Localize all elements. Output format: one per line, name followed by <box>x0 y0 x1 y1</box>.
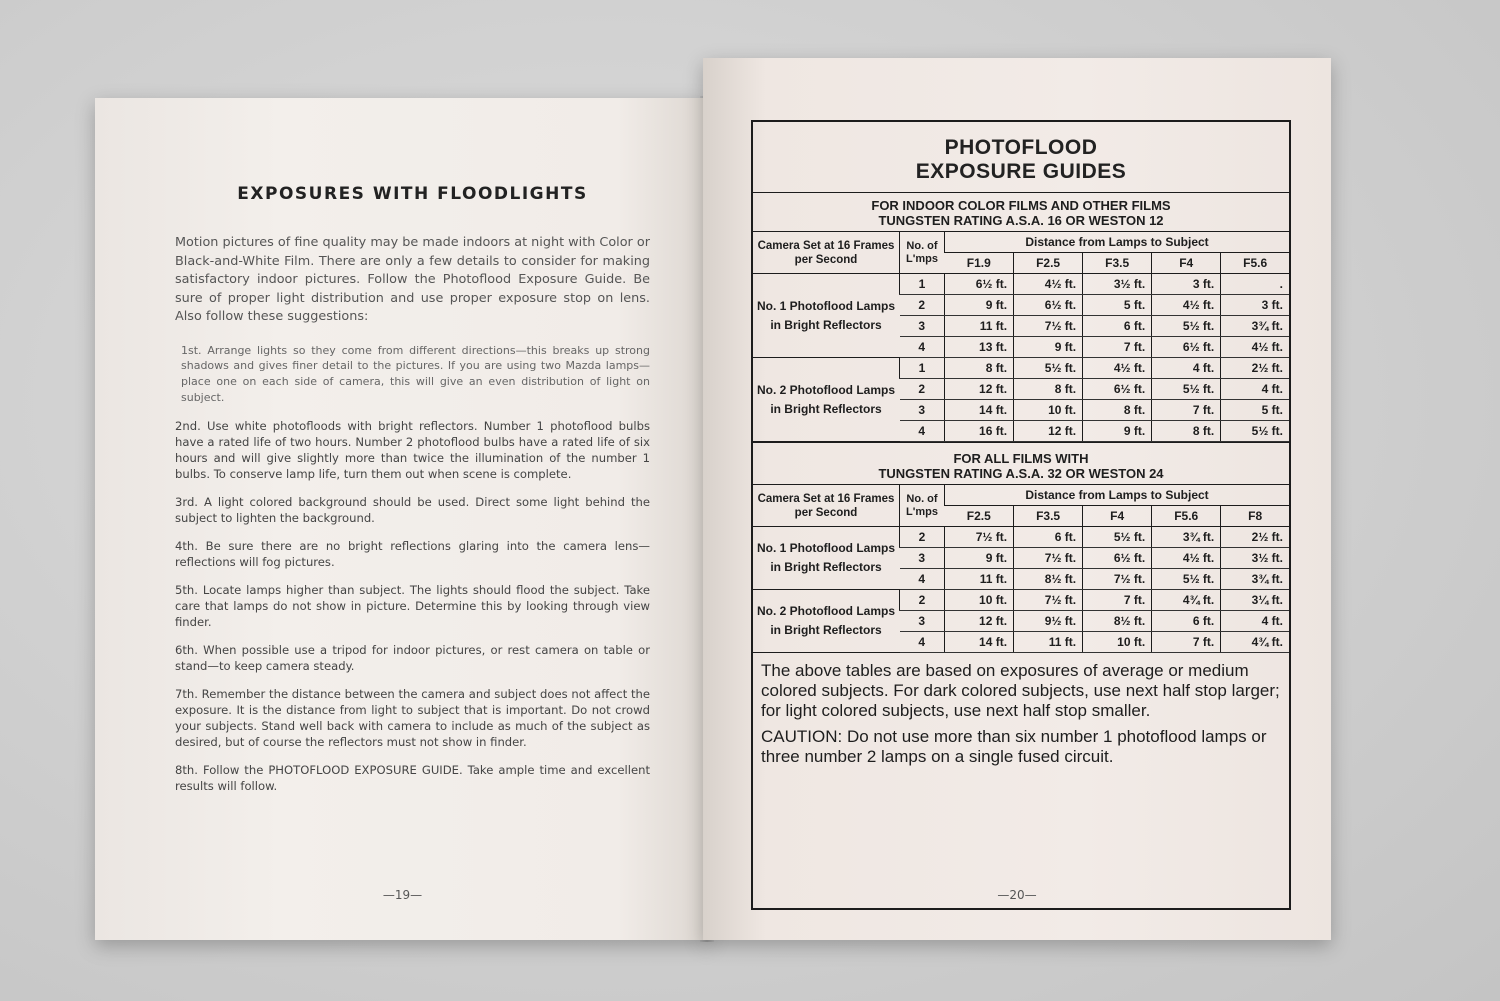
lamp-count: 4 <box>900 569 945 590</box>
distance-value: 5 ft. <box>1083 295 1152 316</box>
distance-value: 3½ ft. <box>1083 274 1152 295</box>
lamp-count: 2 <box>900 295 945 316</box>
distance-value: 4½ ft. <box>1152 295 1221 316</box>
guide-title-line2: EXPOSURE GUIDES <box>915 160 1127 183</box>
distance-value: 8 ft. <box>1152 421 1221 442</box>
distance-value: 9 ft. <box>1083 421 1152 442</box>
distance-value: 10 ft. <box>1083 632 1152 653</box>
distance-value: 9 ft. <box>945 548 1014 569</box>
f-stop-header: F8 <box>1221 506 1289 527</box>
distance-header: Distance from Lamps to Subject <box>945 232 1290 253</box>
guide-frame <box>751 120 1291 910</box>
distance-value: 5½ ft. <box>1083 527 1152 548</box>
distance-value: 8 ft. <box>1014 379 1083 400</box>
lamp-count: 3 <box>900 316 945 337</box>
distance-value: 6½ ft. <box>1014 295 1083 316</box>
table1-heading-line2: TUNGSTEN RATING A.S.A. 16 OR WESTON 12 <box>878 213 1164 228</box>
table-row <box>753 358 1289 379</box>
exposure-table-2 <box>753 484 1289 653</box>
lamp-count: 4 <box>900 421 945 442</box>
camera-header: Camera Set at 16 Frames per Second <box>753 485 900 527</box>
exposure-table-1 <box>753 231 1289 442</box>
distance-value: 2½ ft. <box>1221 358 1289 379</box>
distance-value: 7 ft. <box>1083 590 1152 611</box>
lamp-count: 3 <box>900 548 945 569</box>
f-stop-header: F3.5 <box>1014 506 1083 527</box>
table1-heading-line1: FOR INDOOR COLOR FILMS AND OTHER FILMS <box>871 198 1171 213</box>
lamp-count: 2 <box>900 590 945 611</box>
caution-note: CAUTION: Do not use more than six number 1 photoflood lamps or three number 2 lamps on a single fused circuit. <box>761 727 1267 766</box>
intro-paragraph: Motion pictures of fine quality may be made indoors at night with Color or Black-and-White Film. There are only a few details to consider for making satisfactory indoor pictures. Follow the Photoflood Exposure Guide. Be sure of proper light distribution and use proper exposure stop on lens. Also follow these suggestions: <box>175 235 650 324</box>
suggestion-item: 5th. Locate lamps higher than subject. The lights should flood the subject. Take care that lamps do not show in picture. Determine this by looking through view finder. <box>175 582 650 629</box>
suggestion-item: 1st. Arrange lights so they come from different directions—this breaks up strong shadows and gives finer detail to the pictures. If you are using two Mazda lamps—place one on each side of camera, this will give an even distribution of light on subject. <box>181 343 650 404</box>
distance-value: 11 ft. <box>945 316 1014 337</box>
page-number: —20— <box>997 888 1037 902</box>
lamp-group-label: No. 2 Photoflood Lamps in Bright Reflectors <box>753 590 900 653</box>
distance-value: 7 ft. <box>1083 337 1152 358</box>
distance-value: 12 ft. <box>1014 421 1083 442</box>
f-stop-header: F2.5 <box>945 506 1014 527</box>
f-stop-header: F3.5 <box>1083 253 1152 274</box>
distance-value: 3¾ ft. <box>1221 316 1289 337</box>
suggestion-item: 3rd. A light colored background should be used. Direct some light behind the subject to lighten the background. <box>175 494 650 525</box>
suggestion-item: 6th. When possible use a tripod for indoor pictures, or rest camera on table or stand—to keep camera steady. <box>175 642 650 673</box>
camera-header: Camera Set at 16 Frames per Second <box>753 232 900 274</box>
suggestion-item: 7th. Remember the distance between the camera and subject does not affect the exposure. It is the distance from light to subject that is important. Do not crowd your subjects. Stand well back with camera to include as much of the subject as desired, but of course the reflectors must not show in finder. <box>175 686 650 749</box>
distance-value: 7½ ft. <box>945 527 1014 548</box>
table2-heading-line2: TUNGSTEN RATING A.S.A. 32 OR WESTON 24 <box>878 466 1164 481</box>
distance-value: 3½ ft. <box>1221 548 1289 569</box>
exposure-note: The above tables are based on exposures of average or medium colored subjects. For dark colored subjects, use next half stop larger; for light colored subjects, use next half stop smaller. <box>761 661 1280 720</box>
distance-value: 5½ ft. <box>1152 569 1221 590</box>
distance-value: 11 ft. <box>1014 632 1083 653</box>
distance-value: 7½ ft. <box>1083 569 1152 590</box>
table2-heading-line1: FOR ALL FILMS WITH <box>953 451 1089 466</box>
distance-value: 10 ft. <box>945 590 1014 611</box>
distance-value: 9½ ft. <box>1014 611 1083 632</box>
lamp-group-label: No. 2 Photoflood Lamps in Bright Reflectors <box>753 358 900 442</box>
lamp-count: 3 <box>900 611 945 632</box>
lamp-group-label: No. 1 Photoflood Lamps in Bright Reflectors <box>753 527 900 590</box>
distance-value: . <box>1221 274 1289 295</box>
distance-value: 7½ ft. <box>1014 548 1083 569</box>
right-page <box>703 58 1331 940</box>
distance-value: 16 ft. <box>945 421 1014 442</box>
distance-value: 5½ ft. <box>1221 421 1289 442</box>
distance-value: 8½ ft. <box>1083 611 1152 632</box>
distance-value: 4½ ft. <box>1152 548 1221 569</box>
distance-value: 4½ ft. <box>1083 358 1152 379</box>
lamp-count: 4 <box>900 337 945 358</box>
distance-value: 4½ ft. <box>1014 274 1083 295</box>
distance-value: 4 ft. <box>1152 358 1221 379</box>
distance-value: 14 ft. <box>945 632 1014 653</box>
table-row <box>753 274 1289 295</box>
distance-value: 3 ft. <box>1152 274 1221 295</box>
distance-value: 2½ ft. <box>1221 527 1289 548</box>
lamp-count: 2 <box>900 379 945 400</box>
distance-value: 3¾ ft. <box>1152 527 1221 548</box>
table2-heading <box>753 442 1289 484</box>
left-page <box>95 98 710 940</box>
distance-value: 6½ ft. <box>1083 379 1152 400</box>
f-stop-header: F4 <box>1152 253 1221 274</box>
distance-value: 9 ft. <box>1014 337 1083 358</box>
distance-value: 4 ft. <box>1221 611 1289 632</box>
distance-value: 7 ft. <box>1152 632 1221 653</box>
page-number: —19— <box>382 888 423 902</box>
distance-value: 5½ ft. <box>1152 316 1221 337</box>
table1-heading <box>753 192 1289 231</box>
distance-value: 5½ ft. <box>1014 358 1083 379</box>
distance-value: 6 ft. <box>1152 611 1221 632</box>
suggestion-item: 8th. Follow the PHOTOFLOOD EXPOSURE GUIDE. Take ample time and excellent results will follow. <box>175 762 650 793</box>
f-stop-header: F5.6 <box>1221 253 1289 274</box>
distance-value: 6½ ft. <box>1083 548 1152 569</box>
table-row <box>753 590 1289 611</box>
distance-value: 4¾ ft. <box>1152 590 1221 611</box>
lamps-header: No. of L'mps <box>900 232 945 274</box>
suggestion-item: 2nd. Use white photofloods with bright reflectors. Number 1 photoflood bulbs have a rated life of two hours. Number 2 photoflood bulbs have a rated life of six hours and will give slightly more than twice the illumination of the number 1 bulbs. To conserve lamp life, turn them out when scene is complete. <box>175 418 650 481</box>
table-row <box>753 527 1289 548</box>
lamp-count: 1 <box>900 358 945 379</box>
distance-value: 6 ft. <box>1014 527 1083 548</box>
distance-value: 13 ft. <box>945 337 1014 358</box>
distance-value: 12 ft. <box>945 611 1014 632</box>
distance-value: 11 ft. <box>945 569 1014 590</box>
distance-value: 10 ft. <box>1014 400 1083 421</box>
distance-value: 7½ ft. <box>1014 316 1083 337</box>
left-page-title: EXPOSURES WITH FLOODLIGHTS <box>237 184 588 204</box>
distance-value: 4¾ ft. <box>1221 632 1289 653</box>
distance-value: 9 ft. <box>945 295 1014 316</box>
f-stop-header: F2.5 <box>1014 253 1083 274</box>
distance-header: Distance from Lamps to Subject <box>945 485 1290 506</box>
distance-value: 7 ft. <box>1152 400 1221 421</box>
distance-value: 6½ ft. <box>945 274 1014 295</box>
distance-value: 14 ft. <box>945 400 1014 421</box>
distance-value: 7½ ft. <box>1014 590 1083 611</box>
distance-value: 8 ft. <box>1083 400 1152 421</box>
lamp-count: 4 <box>900 632 945 653</box>
f-stop-header: F1.9 <box>945 253 1014 274</box>
f-stop-header: F5.6 <box>1152 506 1221 527</box>
f-stop-header: F4 <box>1083 506 1152 527</box>
distance-value: 5 ft. <box>1221 400 1289 421</box>
distance-value: 4½ ft. <box>1221 337 1289 358</box>
lamp-count: 2 <box>900 527 945 548</box>
lamp-count: 1 <box>900 274 945 295</box>
distance-value: 8 ft. <box>945 358 1014 379</box>
distance-value: 4 ft. <box>1221 379 1289 400</box>
distance-value: 6½ ft. <box>1152 337 1221 358</box>
lamp-group-label: No. 1 Photoflood Lamps in Bright Reflectors <box>753 274 900 358</box>
suggestion-item: 4th. Be sure there are no bright reflections glaring into the camera lens—reflections will fog pictures. <box>175 538 650 569</box>
guide-title-line1: PHOTOFLOOD <box>944 136 1098 159</box>
distance-value: 8½ ft. <box>1014 569 1083 590</box>
distance-value: 3¼ ft. <box>1221 590 1289 611</box>
lamps-header: No. of L'mps <box>900 485 945 527</box>
distance-value: 6 ft. <box>1083 316 1152 337</box>
distance-value: 5½ ft. <box>1152 379 1221 400</box>
distance-value: 3 ft. <box>1221 295 1289 316</box>
distance-value: 12 ft. <box>945 379 1014 400</box>
guide-title <box>753 136 1289 184</box>
lamp-count: 3 <box>900 400 945 421</box>
distance-value: 3¾ ft. <box>1221 569 1289 590</box>
